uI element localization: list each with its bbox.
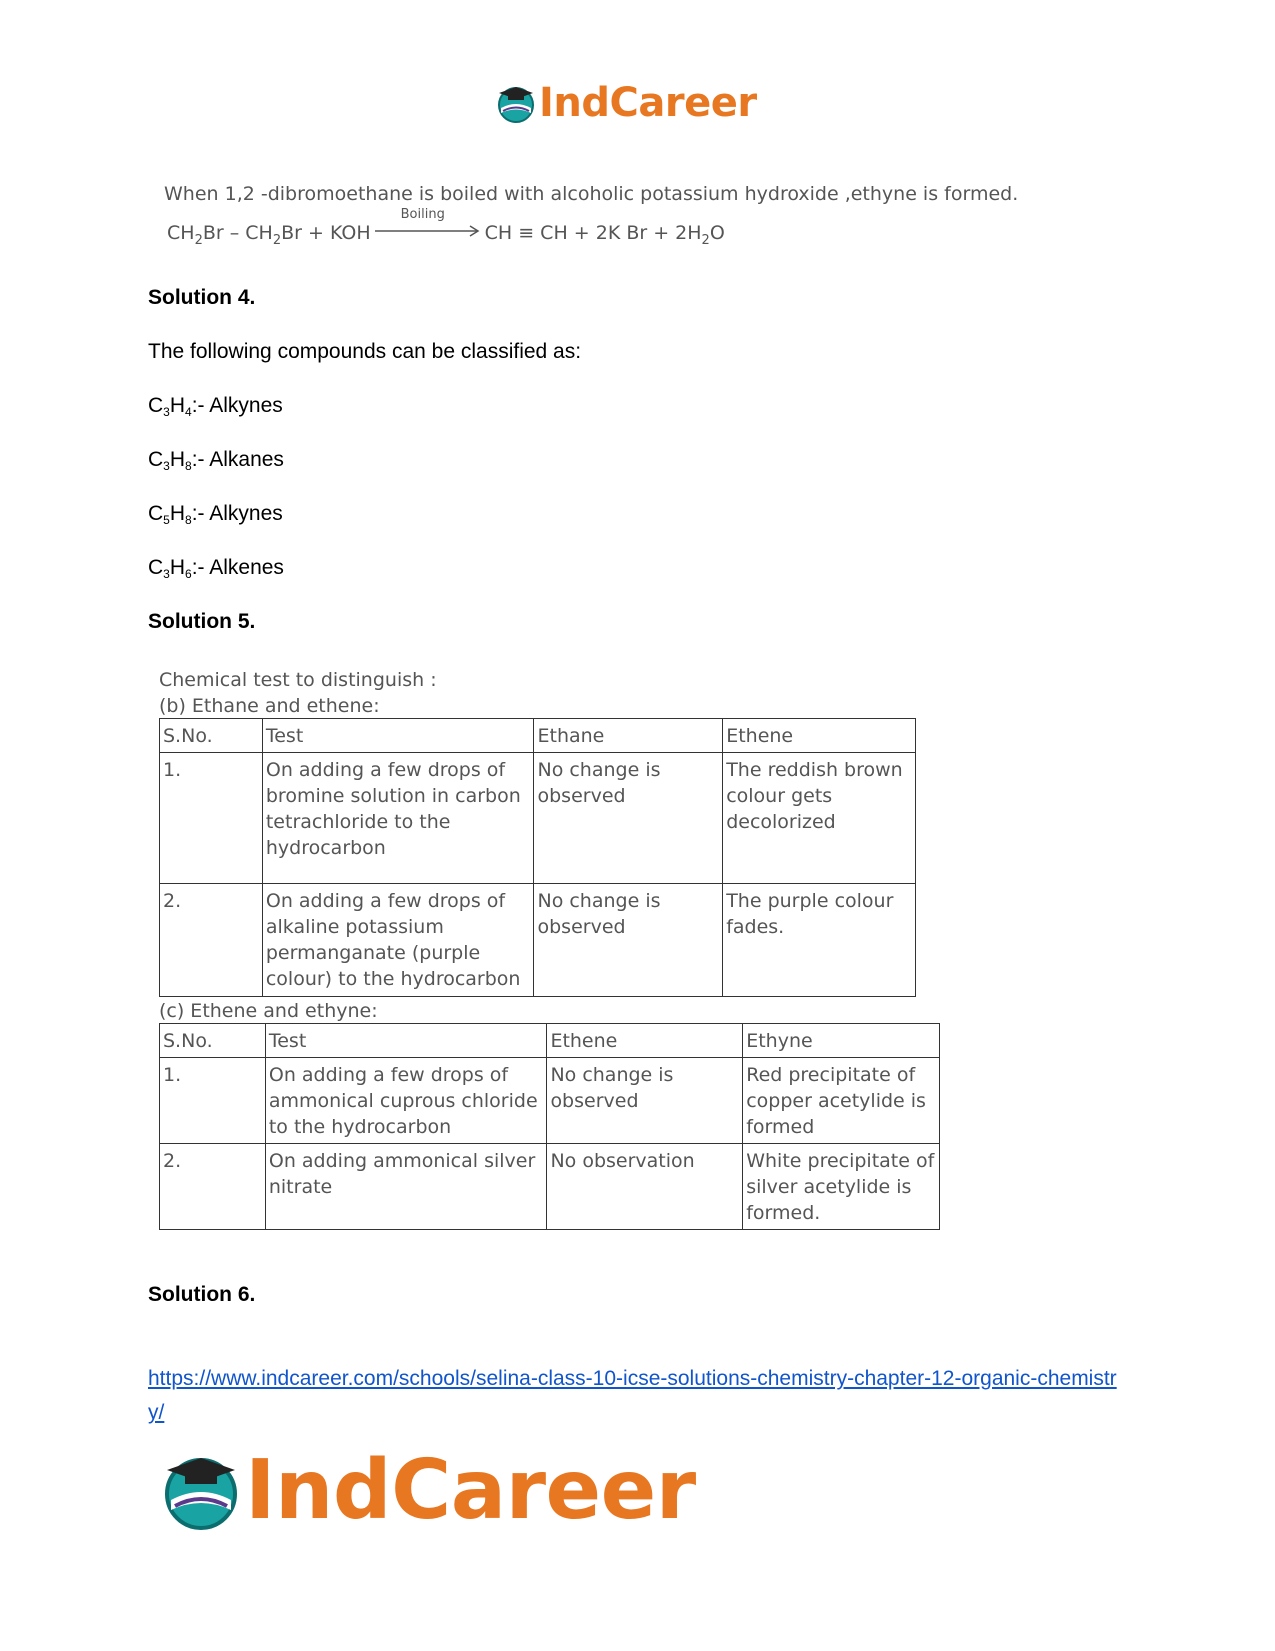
footer-logo-text: IndCareer (245, 1442, 696, 1538)
table-cell: 1. (160, 753, 263, 884)
graduation-cap-book-globe-icon (495, 82, 537, 124)
table-cell: The reddish brown colour gets decolorized (723, 753, 916, 884)
table-header-cell: Test (265, 1024, 547, 1058)
equation-products (484, 222, 725, 248)
reaction-equation (167, 207, 725, 248)
table-cell: Red precipitate of copper acetylide is formed (743, 1058, 940, 1144)
table-row (160, 884, 916, 997)
formula-part: H (169, 556, 186, 579)
subscript: 5 (163, 513, 170, 527)
formula-part: H (169, 502, 186, 525)
subscript: 3 (163, 459, 170, 473)
product-text: CH ≡ CH + 2K Br + 2H (484, 222, 702, 244)
table-header-row (160, 1024, 940, 1058)
table-cell: On adding a few drops of alkaline potassium permanganate (purple colour) to the hydrocarbon (262, 884, 534, 997)
arrow-right-icon (373, 221, 483, 241)
table-ethane-ethene (159, 718, 916, 997)
formula-part: C (148, 448, 164, 471)
subscript: 4 (185, 405, 192, 419)
table-cell: On adding ammonical silver nitrate (265, 1144, 547, 1230)
subscript: 6 (185, 567, 192, 581)
product-text: O (709, 222, 725, 244)
table-cell: No observation (547, 1144, 743, 1230)
solution-6-heading: Solution 6. (148, 1283, 256, 1306)
compound-class: :- Alkynes (191, 502, 283, 525)
equation-reactants (167, 222, 371, 248)
footer-logo (159, 1440, 696, 1540)
reaction-arrow (373, 207, 483, 239)
table-cell: No change is observed (534, 884, 723, 997)
table-cell: 1. (160, 1058, 266, 1144)
reaction-condition: Boiling (400, 207, 445, 222)
table-cell: 2. (160, 1144, 266, 1230)
compound-item (148, 502, 283, 526)
table-row (160, 1058, 940, 1144)
table-header-cell: S.No. (160, 719, 263, 753)
formula-part: H (169, 394, 186, 417)
table-header-cell: Ethene (547, 1024, 743, 1058)
solution-5-heading: Solution 5. (148, 610, 256, 633)
solution-5-caption: Chemical test to distinguish : (159, 669, 437, 691)
table-header-cell: Test (262, 719, 534, 753)
formula-part: C (148, 394, 164, 417)
compound-item (148, 394, 283, 418)
table-cell: 2. (160, 884, 263, 997)
table-cell: On adding a few drops of ammonical cuprous chloride to the hydrocarbon (265, 1058, 547, 1144)
subscript: 2 (194, 233, 203, 248)
subscript: 2 (701, 233, 710, 248)
reactant-text: Br + KOH (281, 222, 371, 244)
formula-part: H (169, 448, 186, 471)
reaction-intro: When 1,2 -dibromoethane is boiled with alcoholic potassium hydroxide ,ethyne is formed. (164, 183, 1019, 205)
header-logo (495, 78, 757, 128)
reactant-text: Br – CH (202, 222, 273, 244)
header-logo-text: IndCareer (539, 80, 757, 126)
table-row (160, 1144, 940, 1230)
compound-class: :- Alkanes (191, 448, 284, 471)
compound-item (148, 556, 284, 580)
table-header-cell: Ethyne (743, 1024, 940, 1058)
footer-link-wrap (148, 1362, 1128, 1430)
formula-part: C (148, 556, 164, 579)
subscript: 8 (185, 513, 192, 527)
subscript: 3 (163, 405, 170, 419)
table-c-title: (c) Ethene and ethyne: (159, 1000, 378, 1022)
table-cell: White precipitate of silver acetylide is formed. (743, 1144, 940, 1230)
table-cell: The purple colour fades. (723, 884, 916, 997)
solution-4-intro: The following compounds can be classified as: (148, 340, 582, 363)
subscript: 2 (272, 233, 282, 248)
table-header-row (160, 719, 916, 753)
table-header-cell: S.No. (160, 1024, 266, 1058)
formula-part: C (148, 502, 164, 525)
compound-class: :- Alkenes (191, 556, 284, 579)
table-header-cell: Ethene (723, 719, 916, 753)
source-url-link[interactable]: https://www.indcareer.com/schools/selina-class-10-icse-solutions-chemistry-chapter-12-organic-chemistry/ (148, 1367, 1117, 1424)
compound-class: :- Alkynes (191, 394, 283, 417)
subscript: 3 (163, 567, 170, 581)
table-ethene-ethyne (159, 1023, 940, 1230)
table-header-cell: Ethane (534, 719, 723, 753)
subscript: 8 (185, 459, 192, 473)
table-row (160, 753, 916, 884)
reactant-text: CH (167, 222, 195, 244)
table-cell: On adding a few drops of bromine solution in carbon tetrachloride to the hydrocarbon (262, 753, 534, 884)
table-cell: No change is observed (534, 753, 723, 884)
solution-4-heading: Solution 4. (148, 286, 256, 309)
table-b-title: (b) Ethane and ethene: (159, 695, 380, 717)
graduation-cap-book-globe-icon (159, 1448, 243, 1532)
table-cell: No change is observed (547, 1058, 743, 1144)
compound-item (148, 448, 284, 472)
